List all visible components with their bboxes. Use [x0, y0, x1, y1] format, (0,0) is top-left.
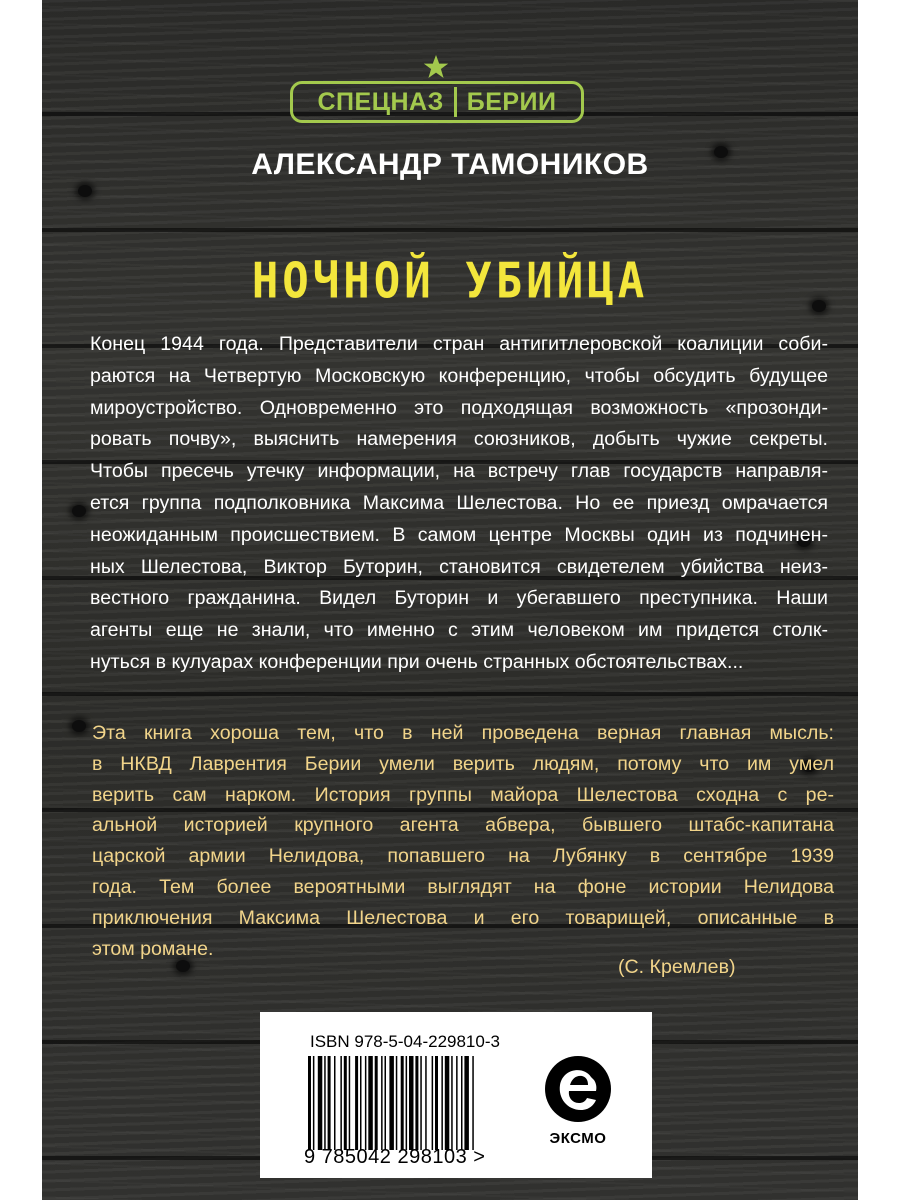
description-line: неожиданным происшествием. В самом центре Москвы один из подчинен-: [90, 523, 828, 546]
description-line: вестного гражданина. Видел Буторин и убегавшего преступника. Наши: [90, 587, 828, 610]
description-line: Конец 1944 года. Представители стран антигитлеровской коалиции соби-: [90, 333, 828, 355]
quote-line: царской армии Нелидова, попавшего на Лубянку в сентябре 1939: [92, 845, 834, 868]
book-back-cover: [42, 0, 858, 1200]
quote-line: альной историей крупного агента абвера, бывшего штабс-капитана: [92, 814, 834, 837]
quote-line: в НКВД Лаврентия Берии умели верить людям, потому что им умел: [92, 752, 834, 775]
quote-line: этом романе.: [92, 937, 214, 960]
series-badge: [290, 81, 584, 123]
series-divider: [454, 87, 457, 117]
nail-hole: [72, 505, 86, 517]
quote-line: приключения Максима Шелестова и его товарищей, описанные в: [92, 906, 834, 929]
description-line: ется группа подполковника Максима Шелестова. Но ее приезд омрачается: [90, 491, 828, 514]
description-text: [90, 329, 828, 679]
description-line: Чтобы пресечь утечку информации, на встречу глав государств направля-: [90, 460, 828, 483]
series-label-right: БЕРИИ: [466, 87, 557, 116]
description-line: ных Шелестова, Виктор Буторин, становится свидетелем убийства неиз-: [90, 555, 828, 578]
description-line: ровать почву», выяснить намерения союзников, добыть чужие секреты.: [90, 428, 828, 451]
book-title: НОЧНОЙ УБИЙЦА: [251, 252, 649, 311]
author-name: АЛЕКСАНДР ТАМОНИКОВ: [251, 148, 649, 181]
isbn-label: ISBN 978-5-04-229810-3: [310, 1032, 500, 1051]
description-line: агенты еще не знали, что именно с этим человеком им придется столк-: [90, 619, 828, 642]
description-line: нуться в кулуарах конференции при очень странных обстоятельствах...: [90, 650, 744, 673]
description-line: мироустройство. Одновременно это подходящая возможность «прозонди-: [90, 396, 828, 419]
barcode-icon: [308, 1056, 530, 1150]
quote-line: года. Тем более вероятными выглядят на фоне истории Нелидова: [92, 875, 834, 898]
nail-hole: [78, 185, 92, 197]
review-quote: [92, 718, 834, 964]
eksmo-logo-icon: [543, 1054, 613, 1124]
quote-line: верить сам нарком. История группы майора Шелестова сходна с ре-: [92, 783, 834, 806]
barcode-digits: 9 785042 298103 >: [304, 1146, 486, 1168]
series-label-left: СПЕЦНАЗ: [317, 87, 444, 116]
nail-hole: [72, 720, 86, 732]
quote-source: (С. Кремлев): [618, 956, 736, 978]
publisher-name: ЭКСМО: [549, 1130, 607, 1147]
star-icon: [423, 54, 449, 80]
quote-line: Эта книга хороша тем, что в ней проведена верная главная мысль:: [92, 722, 834, 744]
barcode-panel: [260, 1012, 652, 1178]
description-line: раются на Четвертую Московскую конференцию, чтобы обсудить будущее: [90, 364, 828, 387]
